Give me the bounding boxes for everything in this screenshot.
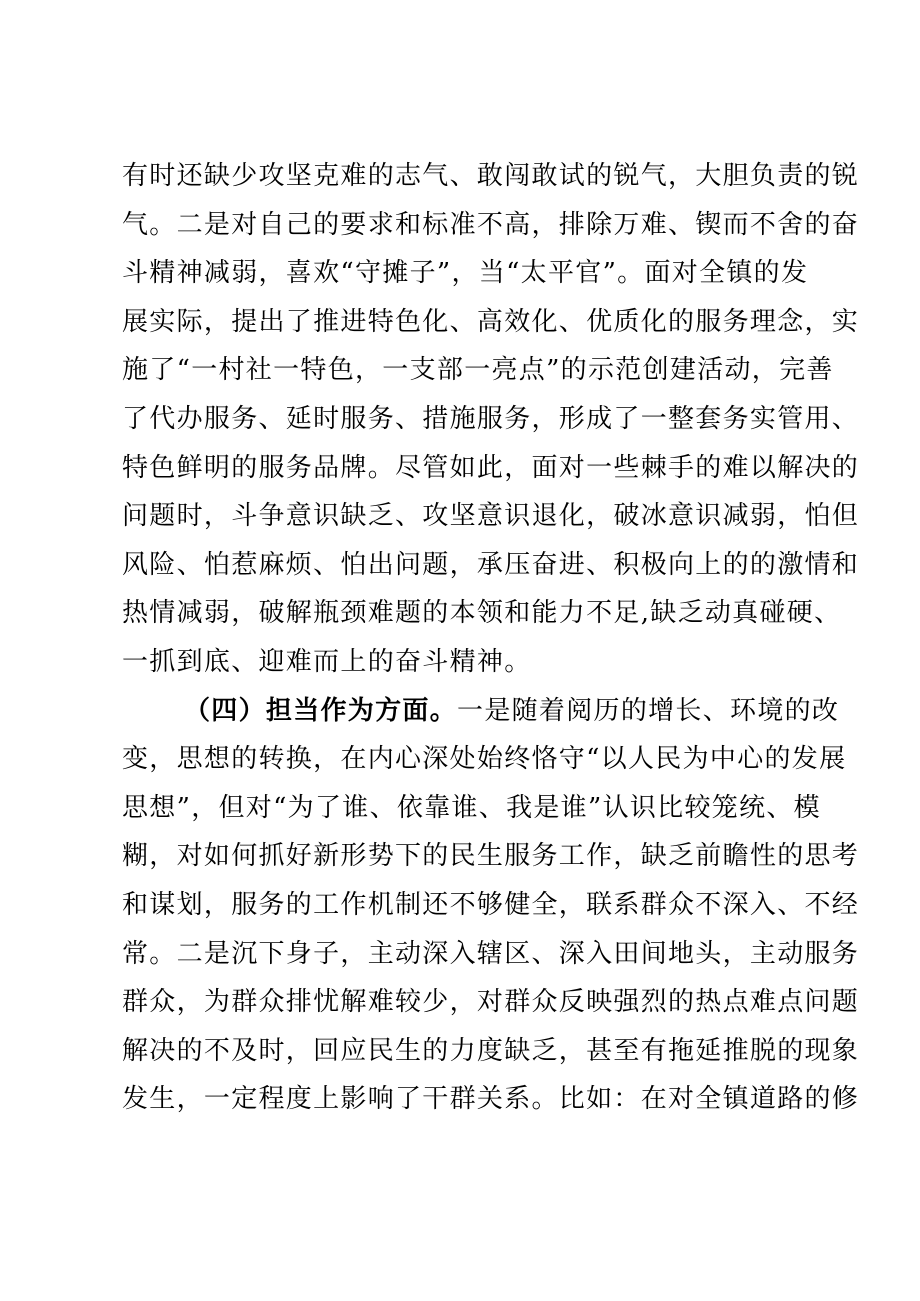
text-line: 施了“一村社一特色，一支部一亮点”的示范创建活动，完善 — [122, 355, 834, 386]
text-line: 解决的不及时，回应民生的力度缺乏，甚至有拖延推脱的现象 — [122, 1035, 860, 1066]
text-line: 发生，一定程度上影响了干群关系。比如：在对全镇道路的修 — [122, 1084, 860, 1115]
text-line: 斗精神减弱，喜欢“守摊子”，当“太平官”。面对全镇的发 — [122, 258, 809, 289]
text-line: 变，思想的转换，在内心深处始终恪守“以人民为中心的发展 — [122, 744, 847, 775]
text-line: 气。二是对自己的要求和标准不高，排除万难、锲而不舍的奋 — [122, 209, 860, 240]
text-line: 和谋划，服务的工作机制还不够健全，联系群众不深入、不经 — [122, 889, 860, 920]
text-line: 热情减弱，破解瓶颈难题的本领和能力不足,缺乏动真碰硬、 — [122, 598, 842, 629]
text-line: 了代办服务、延时服务、措施服务，形成了一整套务实管用、 — [122, 403, 860, 434]
text-line: 有时还缺少攻坚克难的志气、敢闯敢试的锐气，大胆负责的锐 — [122, 161, 860, 191]
text-line: 展实际，提出了推进特色化、高效化、优质化的服务理念，实 — [122, 306, 860, 337]
text-line: 特色鲜明的服务品牌。尽管如此，面对一些棘手的难以解决的 — [122, 452, 860, 483]
text-line: 一抓到底、迎难而上的奋斗精神。 — [122, 646, 532, 677]
text-line: 糊，对如何抓好新形势下的民生服务工作，缺乏前瞻性的思考 — [122, 841, 860, 872]
text-line: 问题时，斗争意识缺乏、攻坚意识退化，破冰意识减弱，怕但 — [122, 501, 860, 532]
text-line: 群众，为群众排忧解难较少，对群众反映强烈的热点难点问题 — [122, 987, 860, 1018]
body-text — [122, 152, 860, 1124]
text-line: 风险、怕惹麻烦、怕出问题，承压奋进、积极向上的的激情和 — [122, 549, 860, 580]
section-heading: （四）担当作为方面。 — [184, 695, 458, 726]
section-4-first-line — [122, 687, 842, 736]
text-line: 常。二是沉下身子，主动深入辖区、深入田间地头，主动服务 — [122, 938, 860, 969]
section-4-text-start: 一是随着阅历的增长、环境的改 — [457, 695, 840, 726]
text-line: 思想”，但对“为了谁、依靠谁、我是谁”认识比较笼统、模 — [122, 792, 821, 823]
